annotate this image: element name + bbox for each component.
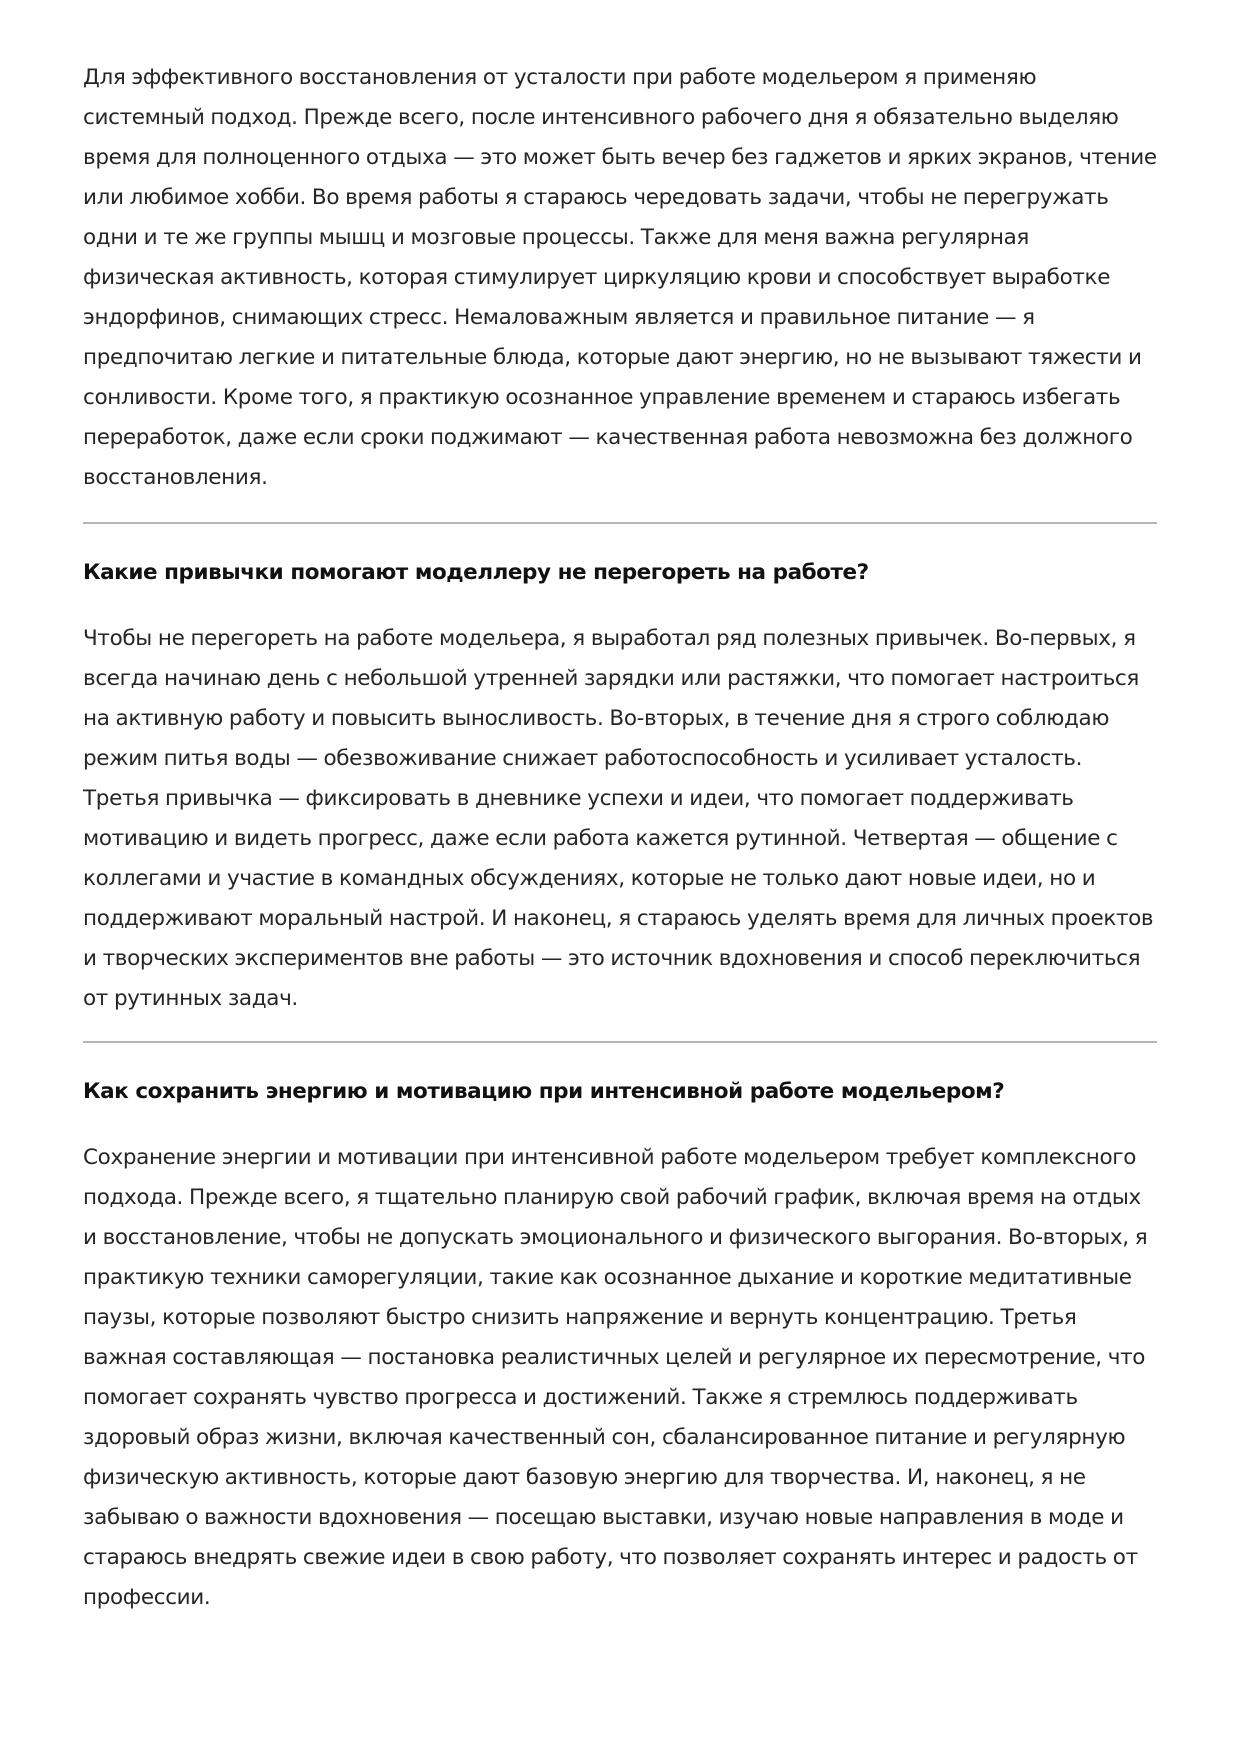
document-page xyxy=(83,58,1157,1618)
faq-section-energy xyxy=(83,1077,1157,1618)
section-divider xyxy=(83,1041,1157,1043)
answer-paragraph: Сохранение энергии и мотивации при интенсивной работе модельером требует комплексного подхода. Прежде всего, я тщательно планирую свой рабочий график, включая время на отдых и восстановление, чтобы не допускать эмоционального и физического выгорания. Во-вторых, я практикую техники саморегуляции, такие как осознанное дыхание и короткие медитативные паузы, которые позволяют быстро снизить напряжение и вернуть концентрацию. Третья важная составляющая — постановка реалистичных целей и регулярное их пересмотрение, что помогает сохранять чувство прогресса и достижений. Также я стремлюсь поддерживать здоровый образ жизни, включая качественный сон, сбалансированное питание и регулярную физическую активность, которые дают базовую энергию для творчества. И, наконец, я не забываю о важности вдохновения — посещаю выставки, изучаю новые направления в моде и стараюсь внедрять свежие идеи в свою работу, что позволяет сохранять интерес и радость от профессии. xyxy=(83,1145,1148,1610)
intro-paragraph: Для эффективного восстановления от усталости при работе модельером я применяю системный подход. Прежде всего, после интенсивного рабочего дня я обязательно выделяю время для полноценного отдыха — это может быть вечер без гаджетов и ярких экранов, чтение или любимое хобби. Во время работы я стараюсь чередовать задачи, чтобы не перегружать одни и те же группы мышц и мозговые процессы. Также для меня важна регулярная физическая активность, которая стимулирует циркуляцию крови и способствует выработке эндорфинов, снимающих стресс. Немаловажным является и правильное питание — я предпочитаю легкие и питательные блюда, которые дают энергию, но не вызывают тяжести и сонливости. Кроме того, я практикую осознанное управление временем и стараюсь избегать переработок, даже если сроки поджимают — качественная работа невозможна без должного восстановления. xyxy=(83,65,1157,490)
section-divider xyxy=(83,522,1157,524)
faq-section-habits xyxy=(83,558,1157,1019)
question-heading: Как сохранить энергию и мотивацию при интенсивной работе модельером? xyxy=(83,1079,1005,1104)
answer-paragraph: Чтобы не перегореть на работе модельера, я выработал ряд полезных привычек. Во-первых, я всегда начинаю день с небольшой утренней зарядки или растяжки, что помогает настроиться на активную работу и повысить выносливость. Во-вторых, в течение дня я строго соблюдаю режим питья воды — обезвоживание снижает работоспособность и усиливает усталость. Третья привычка — фиксировать в дневнике успехи и идеи, что помогает поддерживать мотивацию и видеть прогресс, даже если работа кажется рутинной. Четвертая — общение с коллегами и участие в командных обсуждениях, которые не только дают новые идеи, но и поддерживают моральный настрой. И наконец, я стараюсь уделять время для личных проектов и творческих экспериментов вне работы — это источник вдохновения и способ переключиться от рутинных задач. xyxy=(83,626,1154,1011)
question-heading: Какие привычки помогают моделлеру не перегореть на работе? xyxy=(83,560,869,585)
